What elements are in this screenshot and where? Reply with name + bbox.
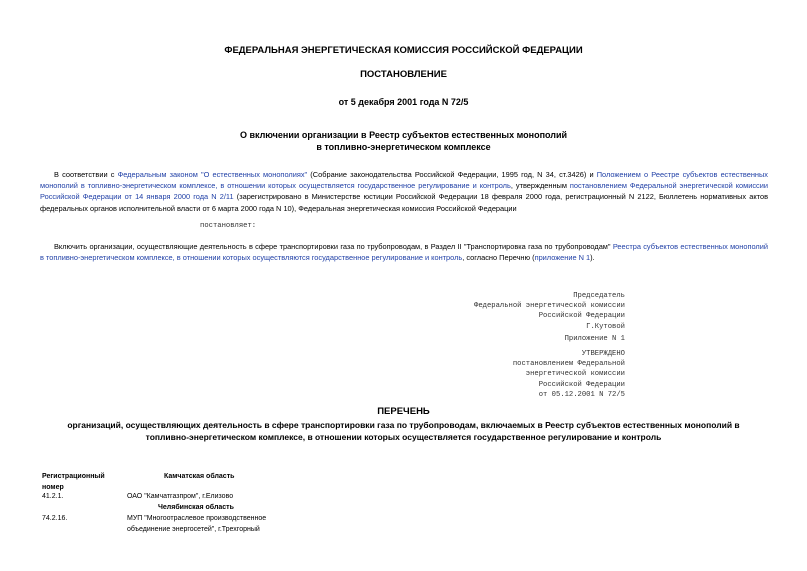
- table-row-org-line: МУП "Многоотраслевое производственное: [127, 515, 267, 522]
- preamble-text: , утвержденным: [510, 181, 570, 191]
- commission-title: ФЕДЕРАЛЬНАЯ ЭНЕРГЕТИЧЕСКАЯ КОМИССИЯ РОССИЙСКОЙ ФЕДЕРАЦИИ: [224, 45, 583, 56]
- document-subject-line2: в топливно-энергетическом комплексе: [316, 142, 491, 152]
- federal-law-link[interactable]: Федеральным законом "О естественных монополиях": [117, 170, 308, 179]
- signature-org: Федеральной энергетической комиссии: [474, 302, 625, 311]
- table-row-org: [127, 514, 266, 535]
- registry-link[interactable]: Реестра субъектов естественных монополий в топливно-энергетическом комплексе, в отношении которых осуществляются государственное регулирование и контроль: [40, 242, 768, 263]
- signature-name: Г.Кутовой: [586, 322, 625, 331]
- table-row-number: 41.2.1.: [42, 493, 64, 500]
- decision-text: ).: [590, 253, 595, 263]
- preamble-text: (зарегистрировано в Министерстве юстиции Российской Федерации 18 февраля 2000 года, регистрационный N 2122, Бюллетень нормативных актов федеральных органов исполнительной власти от 6 марта 2000 года N 10), Федеральная энергетическая комиссия Российской Федерации: [40, 192, 768, 213]
- appendix-label: Приложение N 1: [564, 335, 625, 343]
- table-row-org-line: объединение энергосетей", г.Трехгорный: [127, 525, 260, 533]
- column-header-line: Регистрационный: [42, 473, 105, 480]
- document-date-number: от 5 декабря 2001 года N 72/5: [338, 97, 469, 107]
- decision-text: Включить организации, осуществляющие деятельность в сфере транспортировки газа по трубопроводам, в Раздел II "Транспортировка газа по трубопроводам": [54, 242, 613, 251]
- column-header-line: номер: [42, 483, 64, 491]
- approval-line: энергетической комиссии: [525, 370, 625, 379]
- list-subtitle-line1: организаций, осуществляющих деятельность в сфере транспортировки газа по трубопроводам, включаемых в Реестр субъектов естественных монополий в: [67, 420, 740, 430]
- document-subject-line1: О включении организации в Реестр субъектов естественных монополий: [239, 130, 568, 140]
- approval-line: Российской Федерации: [538, 380, 625, 389]
- signature-country: Российской Федерации: [538, 312, 625, 321]
- registry-regulation-link[interactable]: Положением о Реестре субъектов естественных монополий в топливно-энергетическом комплексе, в отношении которых осуществляется государственное регулирование и контроль: [40, 170, 768, 191]
- table-row-org: ОАО "Камчатгазпром", г.Елизово: [127, 493, 234, 500]
- appendix-link[interactable]: приложение N 1: [534, 253, 591, 263]
- document-type: ПОСТАНОВЛЕНИЕ: [360, 69, 447, 80]
- preamble-paragraph: [40, 169, 768, 214]
- approval-date: от 05.12.2001 N 72/5: [538, 390, 625, 399]
- preamble-text: (Собрание законодательства Российской Федерации, 1995 год, N 34, ст.3426) и: [307, 170, 597, 179]
- preamble-text: В соответствии с: [54, 170, 118, 179]
- approval-stamp: УТВЕРЖДЕНО: [581, 350, 625, 358]
- decree-word: постановляет:: [200, 222, 257, 230]
- column-header-reg-number: [42, 472, 105, 493]
- approval-line: постановлением Федеральной: [512, 360, 625, 369]
- region-heading-kamchatka: Камчатская область: [164, 473, 235, 480]
- region-heading-chelyabinsk: Челябинская область: [158, 504, 234, 511]
- list-title: ПЕРЕЧЕНЬ: [377, 406, 430, 417]
- signature-block: [430, 291, 625, 332]
- decision-text: , согласно Перечню (: [462, 253, 535, 263]
- list-subtitle-line2: топливно-энергетическом комплексе, в отношении которых осуществляется государственное регулирование и контроль: [145, 432, 662, 442]
- decision-paragraph: [40, 241, 768, 263]
- fek-decree-link[interactable]: постановлением Федеральной энергетической комиссии Российской Федерации от 14 января 2000 года N 2/11: [40, 181, 769, 202]
- approval-block: [430, 349, 625, 400]
- table-row-number: 74.2.16.: [42, 515, 68, 522]
- signature-position: Председатель: [573, 292, 625, 300]
